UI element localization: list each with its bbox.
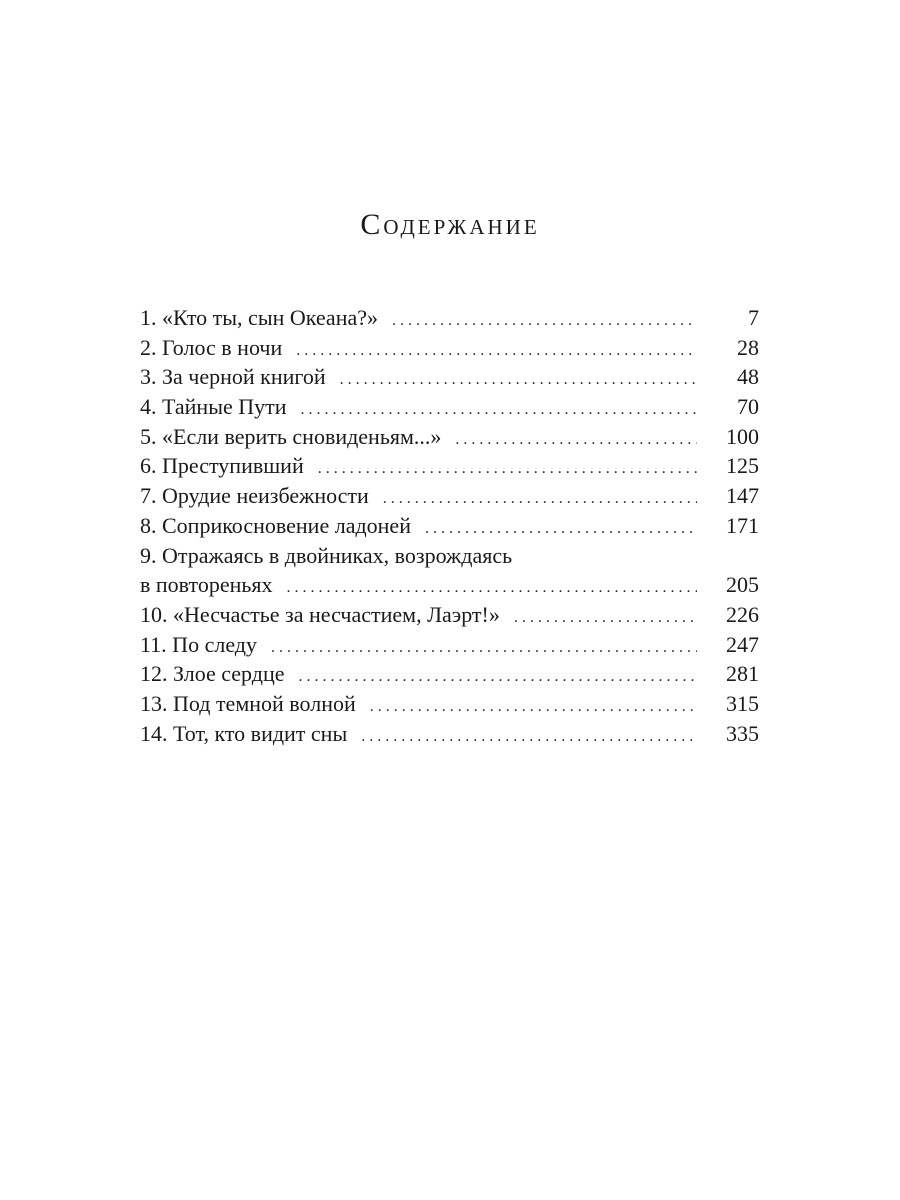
toc-entry (140, 630, 759, 660)
dot-leader (514, 603, 697, 633)
dot-leader (318, 454, 697, 484)
toc-entry-label: в повтореньях (140, 572, 273, 598)
toc-entry-label: 6. Преступивший (140, 453, 304, 479)
toc-entry (140, 362, 759, 392)
toc-entry-page: 100 (726, 423, 759, 449)
toc-entry-page: 28 (737, 334, 759, 360)
toc-entry-page: 171 (726, 512, 759, 538)
toc-entry-label: 10. «Несчастье за несчастием, Лаэрт!» (140, 601, 500, 627)
dot-leader (298, 662, 697, 692)
toc-entry-label: 5. «Если верить сновиденьям...» (140, 423, 442, 449)
toc-title: Содержание (360, 208, 540, 241)
toc-entry-label: 12. Злое сердце (140, 661, 285, 687)
toc-entry-page: 70 (737, 394, 759, 420)
toc-entry (140, 600, 759, 630)
toc-entry-page: 335 (726, 720, 759, 746)
toc-entry (140, 689, 759, 719)
toc-entry-label: 11. По следу (140, 631, 257, 657)
toc-entry (140, 481, 759, 511)
toc-entry (140, 659, 759, 689)
toc-list (140, 303, 759, 748)
toc-entry (140, 719, 759, 749)
toc-entry-label: 14. Тот, кто видит сны (140, 720, 348, 746)
toc-entry (140, 422, 759, 452)
toc-entry-page: 247 (726, 631, 759, 657)
dot-leader (287, 573, 697, 603)
toc-entry-page: 7 (748, 305, 759, 330)
toc-entry-label: 8. Соприкосновение ладоней (140, 512, 411, 538)
toc-entry-label: 4. Тайные Пути (140, 394, 287, 420)
toc-entry-label: 1. «Кто ты, сын Океана?» (140, 305, 379, 330)
dot-leader (392, 306, 697, 336)
toc-entry (140, 392, 759, 422)
dot-leader (301, 395, 697, 425)
toc-entry-label: 7. Орудие неизбежности (140, 483, 369, 509)
toc-entry-label: 9. Отражаясь в двойниках, возрождаясь (140, 542, 513, 568)
toc-entry-first-line (140, 541, 759, 571)
toc-entry (140, 451, 759, 481)
toc-entry-page: 315 (726, 690, 759, 716)
dot-leader (340, 365, 697, 395)
toc-entry-label: 2. Голос в ночи (140, 334, 283, 360)
dot-leader (370, 692, 697, 722)
toc-entry-page: 125 (726, 453, 759, 479)
dot-leader (271, 633, 697, 663)
dot-leader (455, 425, 697, 455)
toc-entry-page: 281 (726, 661, 759, 687)
toc-entry-page: 205 (726, 572, 759, 598)
toc-entry-page: 226 (726, 601, 759, 627)
toc-entry (140, 570, 759, 600)
dot-leader (361, 722, 697, 752)
dot-leader (425, 514, 697, 544)
toc-entry (140, 333, 759, 363)
dot-leader (296, 336, 697, 366)
toc-entry (140, 303, 759, 333)
dot-leader (383, 484, 697, 514)
toc-entry-page: 147 (726, 483, 759, 509)
toc-entry-label: 3. За черной книгой (140, 364, 326, 390)
toc-entry (140, 511, 759, 541)
toc-entry-label: 13. Под темной волной (140, 690, 356, 716)
toc-entry-page: 48 (737, 364, 759, 390)
